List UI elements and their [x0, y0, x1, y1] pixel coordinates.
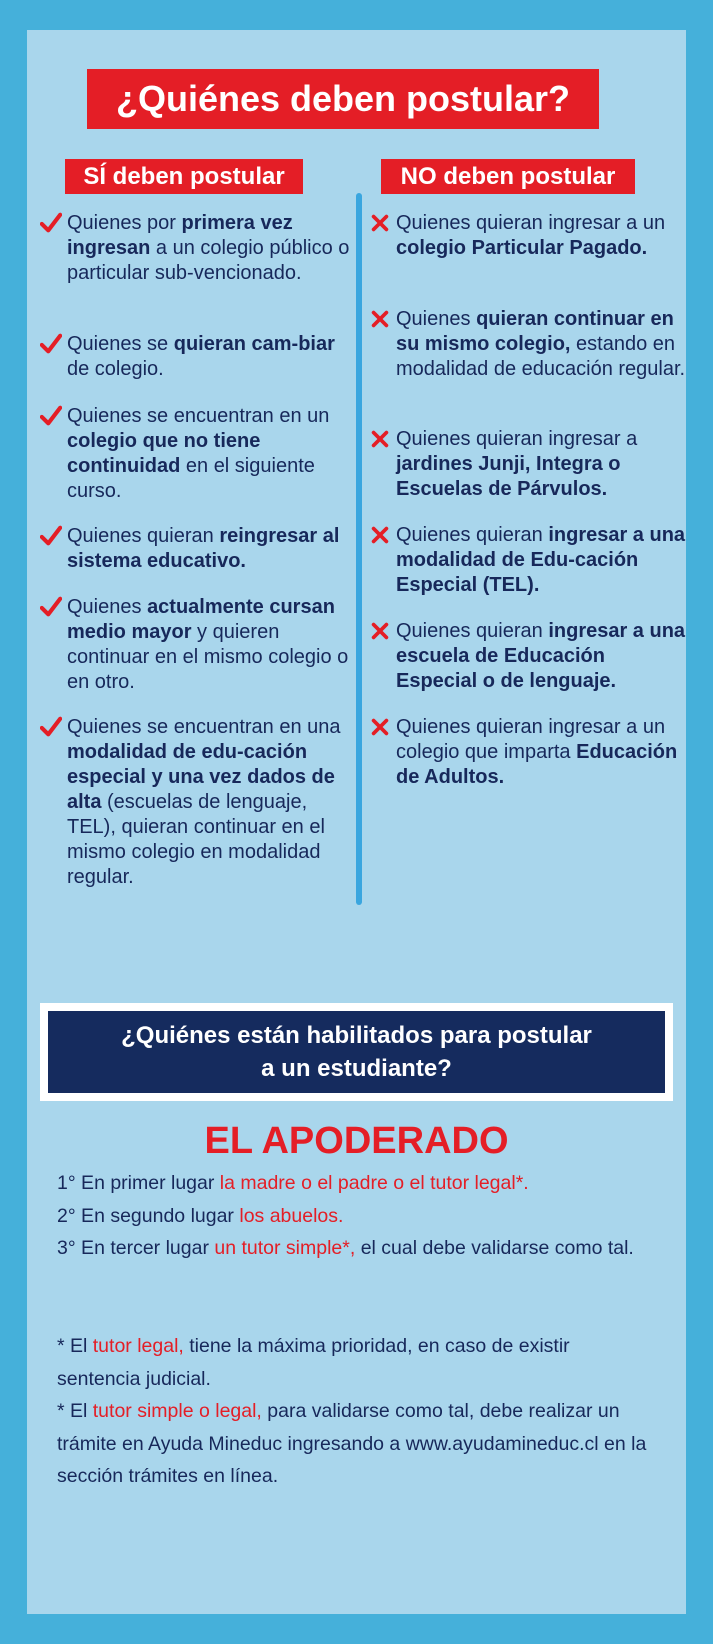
- cross-icon: [369, 428, 391, 450]
- no-item: Quienes quieran ingresar a un colegio Particular Pagado.: [396, 211, 686, 261]
- check-icon: [40, 525, 62, 547]
- cross-icon: [369, 524, 391, 546]
- note-item: * El tutor simple o legal, para validarse como tal, debe realizar un trámite en Ayuda Mineduc ingresando a www.ayudamineduc.cl en la sección trámites en línea.: [57, 1400, 647, 1487]
- no-item: Quienes quieran ingresar a un colegio que imparta Educación de Adultos.: [396, 715, 686, 790]
- yes-item: Quienes por primera vez ingresan a un colegio público o particular sub-vencionado.: [67, 211, 357, 286]
- content-panel: [27, 30, 686, 1614]
- cross-icon: [369, 308, 391, 330]
- check-icon: [40, 405, 62, 427]
- yes-item: Quienes se encuentran en un colegio que no tiene continuidad en el siguiente curso.: [67, 404, 357, 504]
- no-item: Quienes quieran continuar en su mismo colegio, estando en modalidad de educación regular.: [396, 307, 686, 382]
- check-icon: [40, 716, 62, 738]
- yes-item: Quienes actualmente cursan medio mayor y quieren continuar en el mismo colegio o en otro.: [67, 595, 357, 695]
- cross-icon: [369, 212, 391, 234]
- cross-icon: [369, 716, 391, 738]
- apoderado-heading: EL APODERADO: [204, 1120, 509, 1162]
- check-icon: [40, 596, 62, 618]
- no-column-header: NO deben postular: [381, 159, 635, 194]
- order-item: 3° En tercer lugar un tutor simple*, el cual debe validarse como tal.: [57, 1237, 634, 1259]
- yes-item: Quienes se encuentran en una modalidad de edu-cación especial y una vez dados de alta (escuelas de lenguaje, TEL), quieran continuar en el mismo colegio en modalidad regular.: [67, 715, 357, 890]
- order-item: 2° En segundo lugar los abuelos.: [57, 1204, 344, 1227]
- check-icon: [40, 212, 62, 234]
- habilitados-box: [40, 1003, 673, 1101]
- page-title: ¿Quiénes deben postular?: [87, 69, 599, 129]
- order-list: [57, 1167, 657, 1265]
- order-item: 1° En primer lugar la madre o el padre o el tutor legal*.: [57, 1172, 529, 1194]
- no-item: Quienes quieran ingresar a jardines Junji, Integra o Escuelas de Párvulos.: [396, 427, 686, 502]
- no-item: Quienes quieran ingresar a una escuela de Educación Especial o de lenguaje.: [396, 619, 686, 694]
- note-item: * El tutor legal, tiene la máxima prioridad, en caso de existir sentencia judicial.: [57, 1335, 570, 1390]
- yes-column-header: SÍ deben postular: [65, 159, 303, 194]
- notes: [57, 1330, 657, 1493]
- check-icon: [40, 333, 62, 355]
- yes-item: Quienes quieran reingresar al sistema educativo.: [67, 524, 357, 574]
- habilitados-title: ¿Quiénes están habilitados para postular a un estudiante?: [48, 1011, 665, 1093]
- yes-item: Quienes se quieran cam-biar de colegio.: [67, 332, 357, 382]
- cross-icon: [369, 620, 391, 642]
- no-item: Quienes quieran ingresar a una modalidad de Edu-cación Especial (TEL).: [396, 523, 686, 598]
